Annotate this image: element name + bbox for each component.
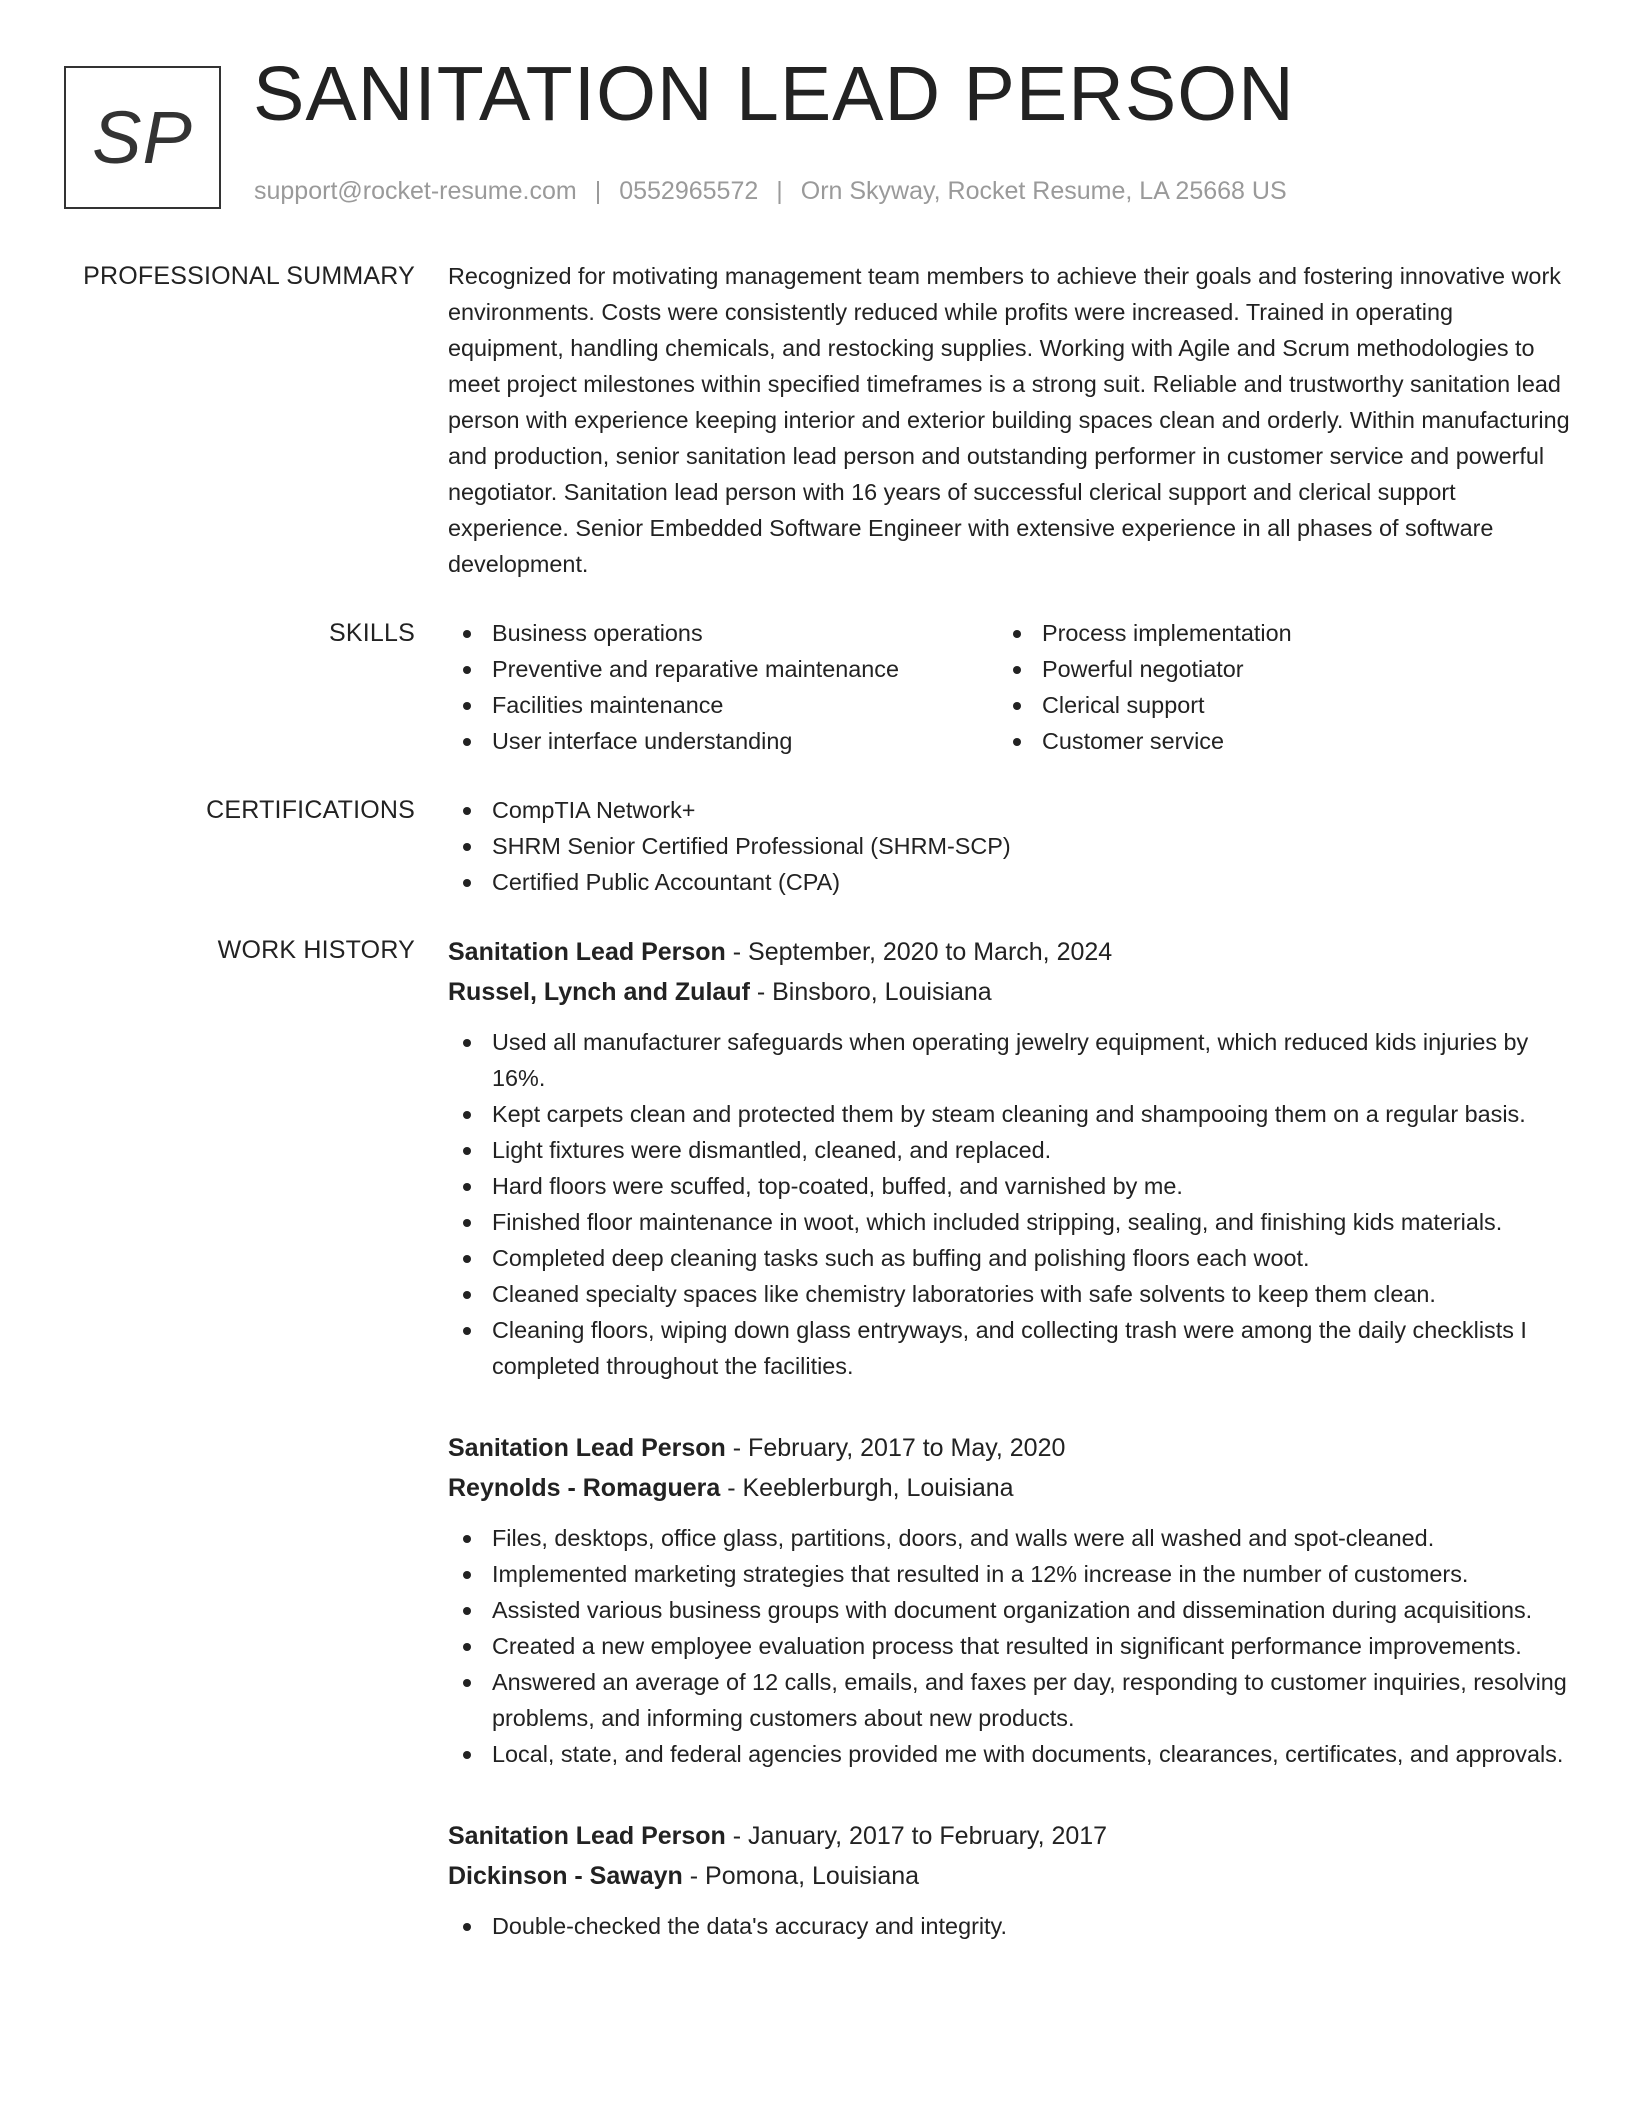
job-entry (448, 932, 1570, 1384)
work-history-heading: WORK HISTORY (217, 936, 415, 964)
job-bullet: Answered an average of 12 calls, emails, and faxes per day, responding to customer inquiries, resolving problems, and informing customers about new products. (448, 1664, 1570, 1736)
job-location: - Pomona, Louisiana (682, 1862, 920, 1890)
job-bullets (448, 1520, 1570, 1772)
contact-phone[interactable]: 0552965572 (619, 177, 759, 205)
monogram-logo (64, 66, 221, 209)
job-role: Sanitation Lead Person (448, 938, 726, 966)
skill-item: Process implementation (998, 615, 1548, 651)
job-bullet: Files, desktops, office glass, partitions, doors, and walls were all washed and spot-cleaned. (448, 1520, 1570, 1556)
job-bullets (448, 1908, 1570, 1944)
skill-item: Facilities maintenance (448, 687, 998, 723)
job-bullet: Cleaned specialty spaces like chemistry laboratories with safe solvents to keep them clean. (448, 1276, 1570, 1312)
job-bullet: Used all manufacturer safeguards when operating jewelry equipment, which reduced kids injuries by 16%. (448, 1024, 1570, 1096)
summary-text: Recognized for motivating management team members to achieve their goals and fostering innovative work environments. Costs were consistently reduced while profits were increased. Trained in operating equipment, handling chemicals, and restocking supplies. Working with Agile and Scrum methodologies to meet project milestones within specified timeframes is a strong suit. Reliable and trustworthy sanitation lead person with experience keeping interior and exterior building spaces clean and orderly. Within manufacturing and production, senior sanitation lead person and outstanding performer in customer service and powerful negotiator. Sanitation lead person with 16 years of successful clerical support and clerical support experience. Senior Embedded Software Engineer with extensive experience in all phases of software development. (448, 263, 1570, 577)
skill-item: Business operations (448, 615, 998, 651)
job-company-line (448, 1468, 1570, 1508)
job-dates: - February, 2017 to May, 2020 (725, 1434, 1066, 1462)
job-location: - Keeblerburgh, Louisiana (720, 1474, 1014, 1502)
skills-heading: SKILLS (329, 619, 415, 647)
job-title-line (448, 1428, 1570, 1468)
certification-item: SHRM Senior Certified Professional (SHRM-SCP) (448, 828, 1570, 864)
contact-line (254, 176, 1287, 206)
job-location: - Binsboro, Louisiana (749, 978, 992, 1006)
skill-item: Clerical support (998, 687, 1548, 723)
job-bullets (448, 1024, 1570, 1384)
skill-item: User interface understanding (448, 723, 998, 759)
contact-separator: | (594, 177, 602, 205)
job-bullet: Cleaning floors, wiping down glass entryways, and collecting trash were among the daily checklists I completed throughout the facilities. (448, 1312, 1570, 1384)
job-bullet: Finished floor maintenance in woot, which included stripping, sealing, and finishing kids materials. (448, 1204, 1570, 1240)
skills-grid (448, 615, 1570, 759)
job-bullet: Assisted various business groups with document organization and dissemination during acquisitions. (448, 1592, 1570, 1628)
job-title-line (448, 932, 1570, 972)
job-dates: - September, 2020 to March, 2024 (725, 938, 1113, 966)
job-bullet: Hard floors were scuffed, top-coated, buffed, and varnished by me. (448, 1168, 1570, 1204)
contact-address: Orn Skyway, Rocket Resume, LA 25668 US (800, 177, 1287, 205)
job-company-line (448, 1856, 1570, 1896)
job-company: Russel, Lynch and Zulauf (448, 978, 750, 1006)
job-role: Sanitation Lead Person (448, 1434, 726, 1462)
job-company: Dickinson - Sawayn (448, 1862, 683, 1890)
job-bullet: Created a new employee evaluation process that resulted in significant performance improvements. (448, 1628, 1570, 1664)
skills-list-left (448, 615, 998, 759)
job-entry (448, 1816, 1570, 1944)
contact-email[interactable]: support@rocket-resume.com (254, 177, 577, 205)
summary-heading: PROFESSIONAL SUMMARY (83, 262, 415, 290)
certification-item: CompTIA Network+ (448, 792, 1570, 828)
skill-item: Preventive and reparative maintenance (448, 651, 998, 687)
job-bullet: Completed deep cleaning tasks such as buffing and polishing floors each woot. (448, 1240, 1570, 1276)
job-role: Sanitation Lead Person (448, 1822, 726, 1850)
job-title-line (448, 1816, 1570, 1856)
job-bullet: Kept carpets clean and protected them by steam cleaning and shampooing them on a regular basis. (448, 1096, 1570, 1132)
job-bullet: Local, state, and federal agencies provided me with documents, clearances, certificates, and approvals. (448, 1736, 1570, 1772)
contact-separator: | (776, 177, 783, 205)
certifications-body (448, 792, 1570, 900)
skill-item: Powerful negotiator (998, 651, 1548, 687)
certifications-heading: CERTIFICATIONS (206, 796, 415, 824)
monogram-text: SP (92, 96, 193, 179)
certifications-list (448, 792, 1570, 900)
certification-item: Certified Public Accountant (CPA) (448, 864, 1570, 900)
skills-body (448, 615, 1570, 759)
job-bullet: Light fixtures were dismantled, cleaned, and replaced. (448, 1132, 1570, 1168)
job-entry (448, 1428, 1570, 1772)
work-history-body (448, 932, 1570, 1988)
job-company-line (448, 972, 1570, 1012)
page-title: SANITATION LEAD PERSON (253, 51, 1295, 137)
job-bullet: Implemented marketing strategies that resulted in a 12% increase in the number of customers. (448, 1556, 1570, 1592)
job-company: Reynolds - Romaguera (448, 1474, 721, 1502)
job-dates: - January, 2017 to February, 2017 (725, 1822, 1108, 1850)
job-bullet: Double-checked the data's accuracy and integrity. (448, 1908, 1570, 1944)
skill-item: Customer service (998, 723, 1548, 759)
skills-list-right (998, 615, 1548, 759)
